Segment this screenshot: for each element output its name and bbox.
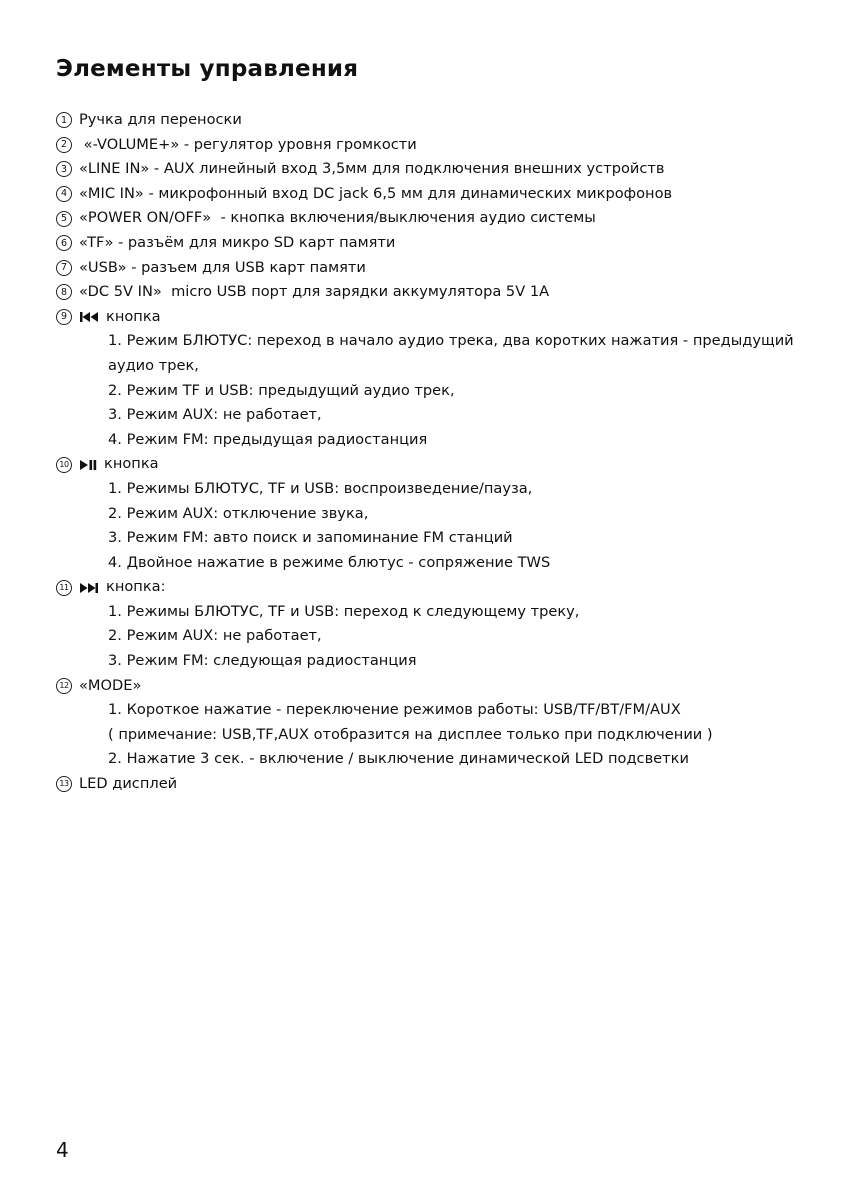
item-text: «-VOLUME+» - регулятор уровня громкости — [79, 135, 417, 153]
item-text: «TF» - разъём для микро SD карт памяти — [79, 233, 396, 251]
list-item — [56, 575, 816, 600]
item-number: 11 — [56, 580, 72, 596]
item-number: 13 — [56, 776, 72, 792]
item-text: кнопка: — [106, 578, 166, 596]
item-number: 8 — [56, 284, 72, 300]
item-number: 6 — [56, 235, 72, 251]
item-number: 10 — [56, 457, 72, 473]
sub-line: 2. Режим TF и USB: предыдущий аудио трек, — [108, 381, 455, 399]
sub-line: 2. Нажатие 3 сек. - включение / выключение динамической LED подсветки — [108, 750, 689, 768]
list-item — [56, 206, 816, 231]
sub-line: 4. Двойное нажатие в режиме блютус - сопряжение TWS — [108, 553, 551, 571]
sub-line: 3. Режим FM: авто поиск и запоминание FM станций — [108, 529, 513, 547]
play-pause-icon — [79, 459, 99, 471]
item-text: «DC 5V IN» micro USB порт для зарядки аккумулятора 5V 1A — [79, 283, 550, 301]
list-item — [56, 305, 816, 330]
list-item — [56, 108, 816, 133]
item-text: LED дисплей — [79, 775, 178, 793]
item-number: 3 — [56, 161, 72, 177]
item-text: «POWER ON/OFF» - кнопка включения/выключения аудио системы — [79, 209, 596, 227]
item-text: кнопка — [106, 307, 161, 325]
controls-list — [56, 108, 816, 797]
item-text: «MIC IN» - микрофонный вход DC jack 6,5 мм для динамических микрофонов — [79, 184, 673, 202]
item-text: Ручка для переноски — [79, 111, 242, 128]
list-item — [56, 674, 816, 699]
list-item — [56, 772, 816, 797]
item-number: 12 — [56, 678, 72, 694]
list-item — [56, 452, 816, 477]
sub-line: 1. Режим БЛЮТУС: переход в начало аудио трека, два коротких нажатия - предыдущий — [108, 332, 794, 350]
sub-line: 3. Режим FM: следующая радиостанция — [108, 652, 417, 670]
list-item — [56, 280, 816, 305]
item-number: 2 — [56, 137, 72, 153]
sub-line: 4. Режим FM: предыдущая радиостанция — [108, 430, 428, 448]
sub-line: 1. Режимы БЛЮТУС, TF и USB: переход к следующему треку, — [108, 602, 580, 620]
next-track-icon — [79, 582, 101, 594]
item-number: 4 — [56, 186, 72, 202]
list-item — [56, 157, 816, 182]
item-text: «USB» - разъем для USB карт памяти — [79, 258, 366, 276]
sub-line: 1. Короткое нажатие - переключение режимов работы: USB/TF/BT/FM/AUX — [108, 701, 681, 719]
previous-track-icon — [79, 311, 101, 323]
list-item — [56, 231, 816, 256]
page-title: Элементы управления — [56, 56, 359, 82]
sub-line: 2. Режим AUX: не работает, — [108, 627, 322, 645]
sub-line: 2. Режим AUX: отключение звука, — [108, 504, 369, 522]
list-item — [56, 133, 816, 158]
list-item — [56, 256, 816, 281]
list-item — [56, 182, 816, 207]
item-text: кнопка — [104, 455, 159, 473]
sub-line: аудио трек, — [108, 356, 199, 374]
item-number: 1 — [56, 112, 72, 128]
item-number: 7 — [56, 260, 72, 276]
page-number: 4 — [56, 1138, 69, 1162]
item-number: 5 — [56, 211, 72, 227]
item-text: «LINE IN» - AUX линейный вход 3,5мм для подключения внешних устройств — [79, 160, 665, 178]
item-text: «MODE» — [79, 676, 142, 694]
sub-line: 3. Режим AUX: не работает, — [108, 406, 322, 424]
sub-line: ( примечание: USB,TF,AUX отобразится на дисплее только при подключении ) — [108, 725, 713, 743]
item-number: 9 — [56, 309, 72, 325]
sub-line: 1. Режимы БЛЮТУС, TF и USB: воспроизведение/пауза, — [108, 479, 533, 497]
